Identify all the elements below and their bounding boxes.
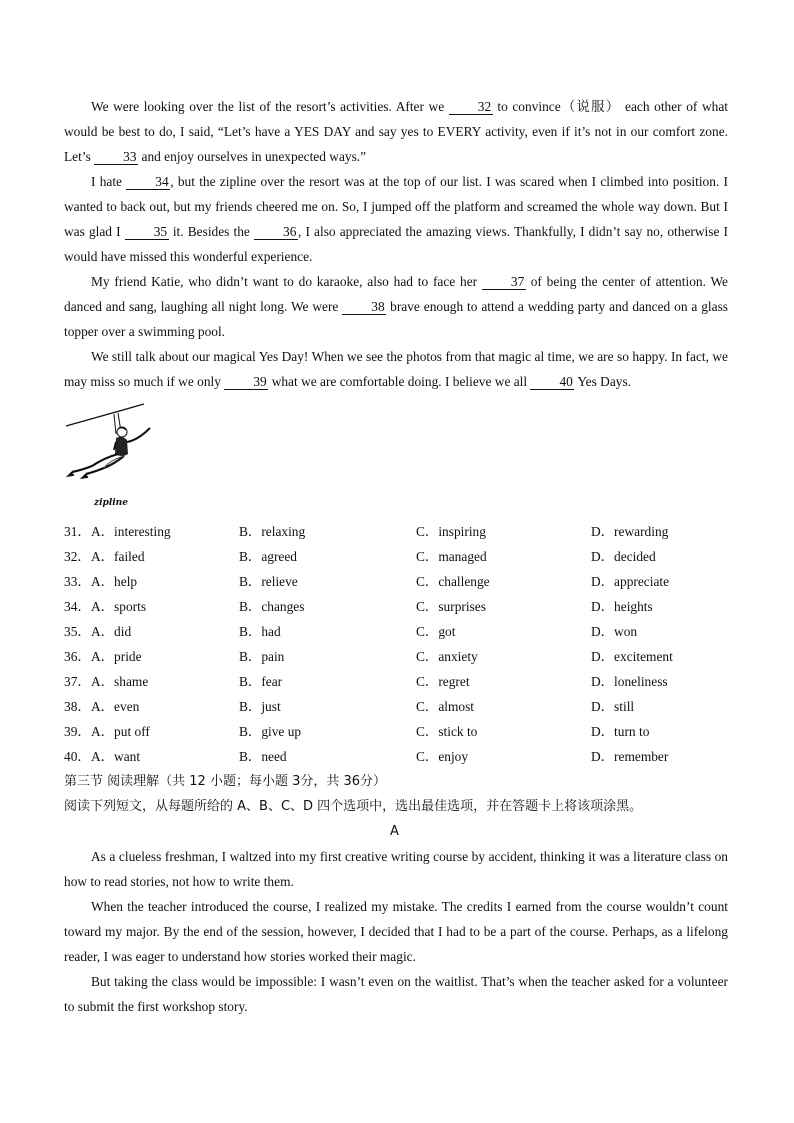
blank-36: 36 — [254, 224, 298, 240]
option-row — [64, 644, 744, 669]
question-number: 34． — [64, 599, 91, 614]
figure-caption: zipline — [94, 498, 128, 508]
option-b: B．relieve — [239, 574, 298, 589]
option-b: B．fear — [239, 674, 283, 689]
passage-label: A — [390, 824, 399, 839]
option-c: C．challenge — [416, 574, 490, 589]
reading-paragraph-3: But taking the class would be impossible: I wasn’t even on the waitlist. That’s when the teacher asked for a volunteer to submit the first workshop story. — [64, 974, 728, 1014]
question-number: 38． — [64, 699, 91, 714]
option-a: A．interesting — [91, 524, 171, 539]
option-row — [64, 694, 744, 719]
question-number: 31． — [64, 524, 91, 539]
option-d: D．appreciate — [591, 574, 670, 589]
cloze-passage — [64, 94, 728, 394]
question-number: 33． — [64, 574, 91, 589]
option-d: D．turn to — [591, 724, 650, 739]
cloze-paragraph-4: We still talk about our magical Yes Day! When we see the photos from that magic al time, we are so happy. In fact, we may miss so much if we only 39 what we are comfortable doing. I believe we all 40 Yes Days. — [64, 349, 728, 389]
cloze-paragraph-1: We were looking over the list of the resort’s activities. After we 32 to convince（说服） each other of what would be best to do, I said, “Let’s have a YES DAY and say yes to EVERY activity, even if it’s not in our comfort zone. Let’s 33 and enjoy ourselves in unexpected ways.” — [64, 99, 728, 164]
question-number: 36． — [64, 649, 91, 664]
option-a: A．failed — [91, 549, 145, 564]
option-c: C．almost — [416, 699, 475, 714]
option-row — [64, 594, 744, 619]
option-row — [64, 519, 744, 544]
option-b: B．need — [239, 749, 287, 764]
option-d: D．still — [591, 699, 635, 714]
question-number: 32． — [64, 549, 91, 564]
option-c: C．got — [416, 624, 456, 639]
option-row — [64, 669, 744, 694]
option-a: A．put off — [91, 724, 150, 739]
option-b: B．agreed — [239, 549, 298, 564]
blank-33: 33 — [94, 149, 138, 165]
option-row — [64, 569, 744, 594]
option-b: B．give up — [239, 724, 302, 739]
option-c: C．regret — [416, 674, 470, 689]
cloze-paragraph-3: My friend Katie, who didn’t want to do karaoke, also had to face her 37 of being the center of attention. We danced and sang, laughing all night long. We were 38 brave enough to attend a wedding party and danced on a glass topper over a swimming pool. — [64, 274, 728, 339]
option-d: D．heights — [591, 599, 653, 614]
reading-passage — [64, 844, 728, 1019]
option-row — [64, 744, 744, 769]
option-d: D．remember — [591, 749, 669, 764]
options-list — [64, 519, 744, 769]
option-b: B．relaxing — [239, 524, 306, 539]
option-d: D．rewarding — [591, 524, 669, 539]
zipline-illustration — [64, 402, 160, 512]
option-c: C．anxiety — [416, 649, 478, 664]
option-a: A．did — [91, 624, 132, 639]
reading-paragraph-1: As a clueless freshman, I waltzed into my first creative writing course by accident, thinking it was a literature class on how to read stories, not how to write them. — [64, 849, 728, 889]
option-c: C．stick to — [416, 724, 478, 739]
blank-40: 40 — [530, 374, 574, 390]
option-row — [64, 719, 744, 744]
option-d: D．loneliness — [591, 674, 668, 689]
option-a: A．shame — [91, 674, 149, 689]
question-number: 40． — [64, 749, 91, 764]
question-number: 37． — [64, 674, 91, 689]
option-a: A．even — [91, 699, 140, 714]
option-b: B．had — [239, 624, 281, 639]
option-c: C．managed — [416, 549, 487, 564]
blank-32: 32 — [449, 99, 493, 115]
option-row — [64, 619, 744, 644]
blank-38: 38 — [342, 299, 386, 315]
option-b: B．changes — [239, 599, 305, 614]
question-number: 35． — [64, 624, 91, 639]
option-c: C．enjoy — [416, 749, 469, 764]
reading-paragraph-2: When the teacher introduced the course, I realized my mistake. The credits I earned from the course wouldn’t count toward my major. By the end of the session, however, I decided that I had to be a part of the course. Perhaps, as a lifelong reader, I was eager to understand how stories worked their magic. — [64, 899, 728, 964]
option-a: A．sports — [91, 599, 147, 614]
option-b: B．just — [239, 699, 281, 714]
option-d: D．excitement — [591, 649, 673, 664]
blank-37: 37 — [482, 274, 526, 290]
blank-39: 39 — [224, 374, 268, 390]
option-a: A．pride — [91, 649, 142, 664]
option-c: C．surprises — [416, 599, 486, 614]
option-b: B．pain — [239, 649, 285, 664]
blank-34: 34 — [126, 174, 170, 190]
section-title: 第三节 阅读理解（共 12 小题；每小题 3分，共 36分） — [64, 774, 387, 789]
section-instructions: 阅读下列短文，从每题所给的 A、B、C、D 四个选项中，选出最佳选项，并在答题卡上将该项涂黑。 — [64, 799, 643, 814]
cloze-paragraph-2: I hate 34 , but the zipline over the resort was at the top of our list. I was scared when I climbed into position. I wanted to back out, but my friends cheered me on. So, I jumped off the platform and screamed the whole way down. But I was glad I 35 it. Besides the 36 , I also appreciated the amazing views. Thankfully, I didn’t say no, otherwise I would have missed this wonderful experience. — [64, 174, 728, 264]
option-a: A．want — [91, 749, 141, 764]
option-d: D．decided — [591, 549, 656, 564]
option-row — [64, 544, 744, 569]
blank-35: 35 — [125, 224, 169, 240]
question-number: 39． — [64, 724, 91, 739]
option-a: A．help — [91, 574, 138, 589]
option-d: D．won — [591, 624, 638, 639]
option-c: C．inspiring — [416, 524, 486, 539]
